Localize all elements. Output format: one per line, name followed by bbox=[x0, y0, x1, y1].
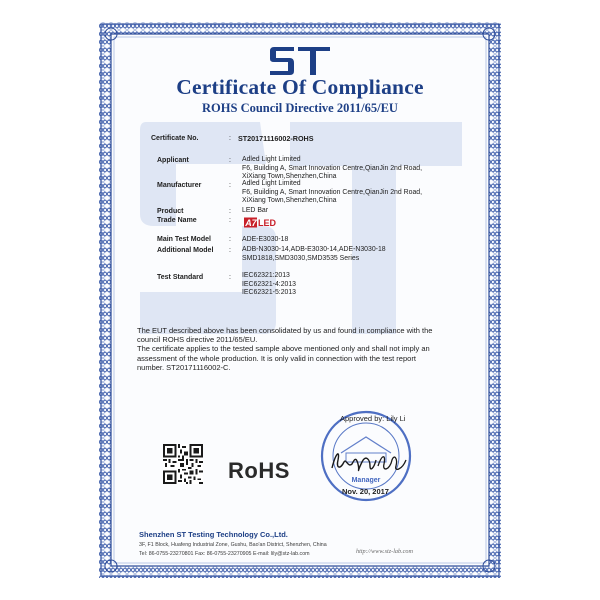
certificate-title: Certificate Of Compliance bbox=[176, 75, 424, 99]
colon: : bbox=[229, 157, 231, 164]
manufacturer-line: Adled Light Limited bbox=[242, 180, 301, 187]
colon: : bbox=[229, 217, 231, 224]
stamp-role: Manager bbox=[351, 477, 381, 484]
qr-code bbox=[163, 444, 203, 484]
test-standard-line: IEC62321-4:2013 bbox=[242, 280, 297, 288]
colon: : bbox=[229, 247, 231, 254]
watermark-st-icon bbox=[140, 122, 462, 334]
additional-model-value bbox=[242, 246, 386, 263]
colon: : bbox=[229, 274, 231, 281]
additional-model-line: ADB-N3030-14,ADB-E3030-14,ADE-N3030-18 bbox=[242, 246, 386, 253]
product-value: LED Bar bbox=[242, 207, 269, 214]
applicant-value bbox=[242, 156, 422, 182]
manufacturer-line: XiXiang Town,Shenzhen,China bbox=[242, 197, 337, 205]
brand-text: LED bbox=[258, 218, 276, 228]
trade-name-label: Trade Name bbox=[157, 217, 197, 224]
statement-line: council ROHS directive 2011/65/EU. bbox=[137, 335, 258, 345]
manufacturer-label: Manufacturer bbox=[157, 182, 202, 189]
colon: : bbox=[229, 208, 231, 215]
test-standard-label: Test Standard bbox=[157, 274, 204, 281]
statement-line: The EUT described above has been consolidated by us and found in compliance with the bbox=[137, 326, 433, 335]
manufacturer-line: F6, Building A, Smart Innovation Centre,QianJin 2nd Road, bbox=[242, 188, 423, 196]
test-standard-line: IEC62321:2013 bbox=[242, 272, 290, 279]
statement-line: number. ST20171116002-C. bbox=[137, 362, 231, 372]
certificate-subtitle: ROHS Council Directive 2011/65/EU bbox=[202, 101, 398, 115]
approved-by: Approved by: Lily Li bbox=[340, 414, 406, 423]
footer-website: http://www.stz-lab.com bbox=[356, 548, 413, 555]
colon: : bbox=[229, 182, 231, 189]
product-label: Product bbox=[157, 208, 184, 215]
approval-date: Nov. 20, 2017 bbox=[342, 487, 389, 496]
applicant-line: F6, Building A, Smart Innovation Centre,QianJin 2nd Road, bbox=[242, 164, 423, 172]
a7led-brand-logo bbox=[244, 217, 284, 228]
colon: : bbox=[229, 135, 231, 142]
certificate-no-label: Certificate No. bbox=[151, 135, 199, 142]
footer-address: 3F, F1 Block, Huafeng Industrial Zone, Gushu, Bao'an District, Shenzhen, China bbox=[139, 542, 327, 548]
footer-contact: Tel: 86-0755-23270801 Fax: 86-0755-23270905 E-mail: lily@stz-lab.com bbox=[139, 551, 310, 557]
certificate-no-value: ST20171116002-ROHS bbox=[238, 134, 314, 143]
applicant-label: Applicant bbox=[157, 157, 189, 164]
test-standard-line: IEC62321-5:2013 bbox=[242, 289, 297, 297]
additional-model-label: Additional Model bbox=[157, 247, 214, 254]
additional-model-line: SMD1818,SMD3030,SMD3535 Series bbox=[242, 254, 360, 262]
rohs-mark: RoHS bbox=[228, 458, 290, 483]
applicant-line: Adled Light Limited bbox=[242, 156, 301, 163]
manufacturer-value bbox=[242, 180, 422, 206]
statement-line: The certificate applies to the tested sample above mentioned only and shall not imply an bbox=[137, 344, 430, 354]
handwritten-signature bbox=[326, 446, 412, 476]
statement-line: assessment of the whole production. It is only valid in connection with the test report bbox=[137, 353, 416, 363]
applicant-line: XiXiang Town,Shenzhen,China bbox=[242, 173, 337, 181]
footer-company-name: Shenzhen ST Testing Technology Co.,Ltd. bbox=[139, 530, 288, 539]
test-standard-value bbox=[242, 272, 296, 298]
main-test-model-label: Main Test Model bbox=[157, 236, 211, 243]
main-test-model-value: ADE-E3030-18 bbox=[242, 236, 289, 243]
brand-prefix: A7 bbox=[245, 218, 257, 228]
compliance-statement bbox=[137, 326, 475, 372]
st-logo-icon bbox=[270, 45, 330, 77]
colon: : bbox=[229, 236, 231, 243]
